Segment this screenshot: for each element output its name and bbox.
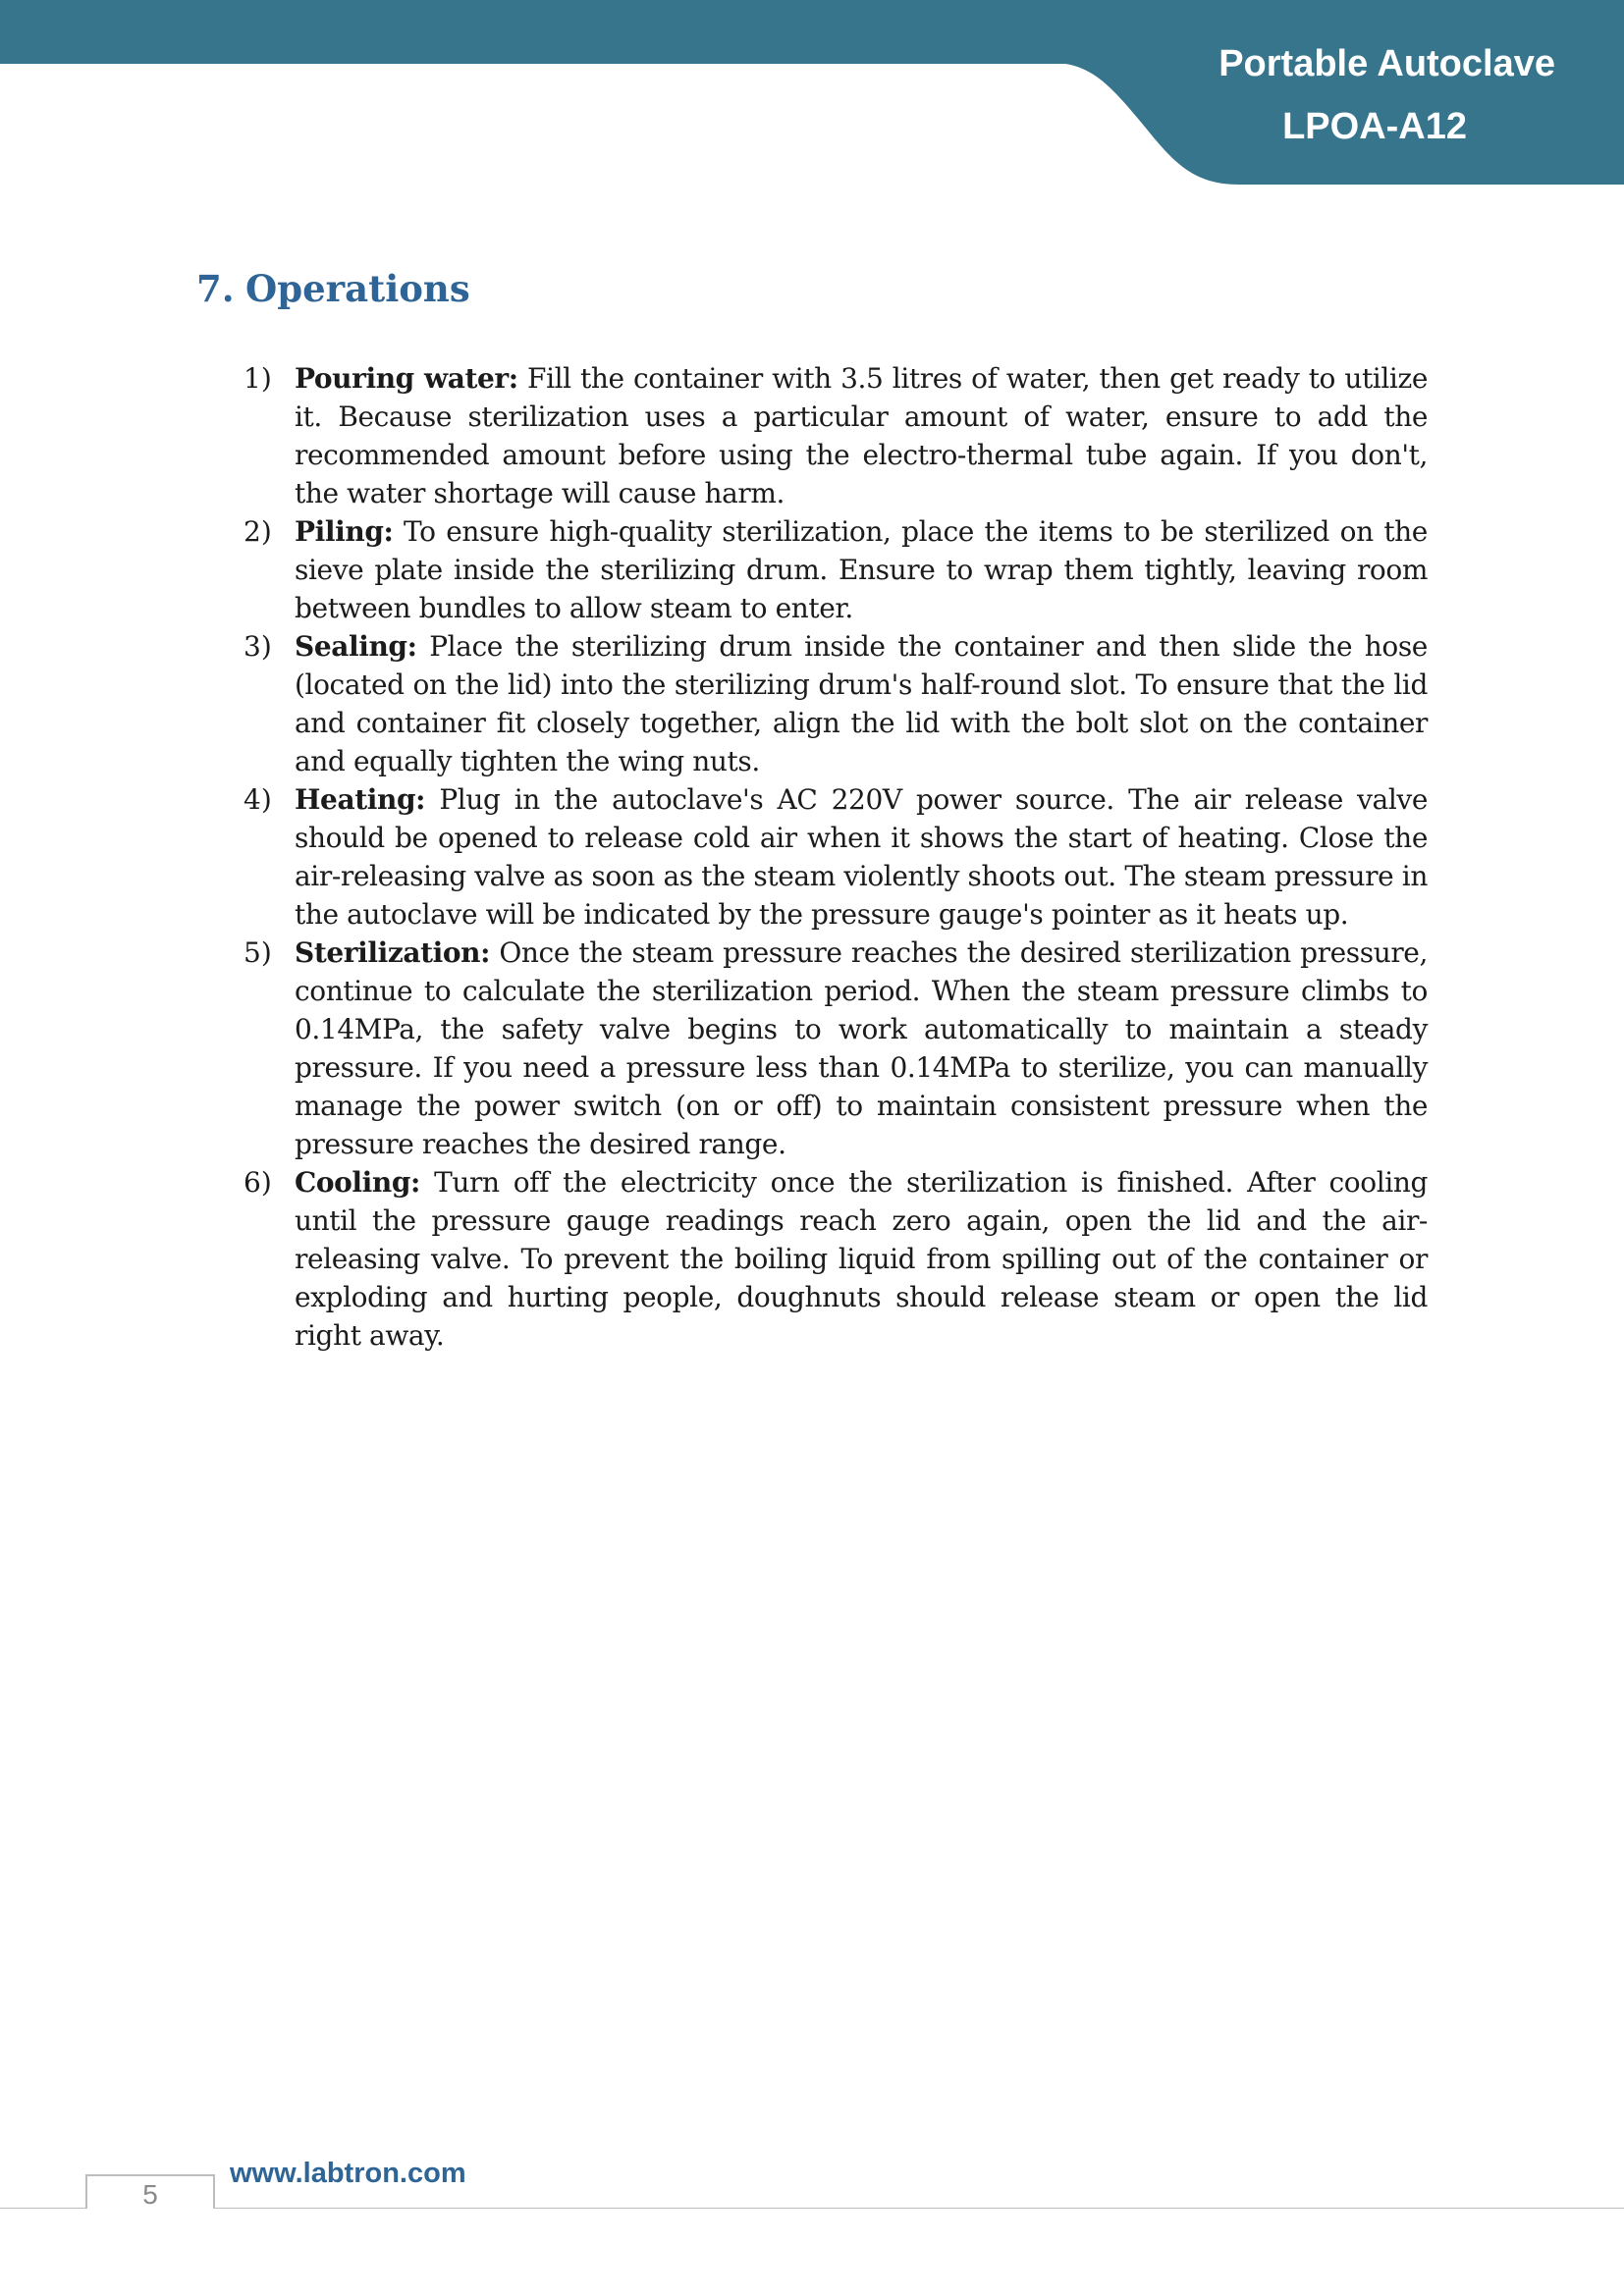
website-link[interactable]: www.labtron.com — [230, 2158, 466, 2189]
step-text: Fill the container with 3.5 litres of water, then get ready to utilize it. Because sterilization uses a particular amount of water, ensure to add the recommended amount before using the electro-thermal tube again. If you don't, the water shortage will cause harm. — [295, 362, 1428, 509]
model-name: LPOA-A12 — [1282, 106, 1467, 147]
section-title: Operations — [245, 267, 470, 310]
header-band — [0, 0, 1624, 196]
step-text: Place the sterilizing drum inside the container and then slide the hose (located on the lid) into the sterilizing drum's half-round slot. To ensure that the lid and container fit closely together, align the lid with the bolt slot on the container and equally tighten the wing nuts. — [295, 630, 1428, 777]
step-body — [295, 359, 1428, 512]
page-footer — [0, 2150, 1624, 2209]
section-heading — [196, 267, 470, 310]
step-text: Turn off the electricity once the sterilization is finished. After cooling until the pressure gauge readings reach zero again, open the lid and the air-releasing valve. To prevent the boiling liquid from spilling out of the container or exploding and hurting people, doughnuts should release steam or open the lid right away. — [295, 1166, 1428, 1352]
step-item — [244, 934, 1428, 1163]
step-label: Cooling: — [295, 1166, 420, 1199]
step-text: Once the steam pressure reaches the desired sterilization pressure, continue to calculate the sterilization period. When the steam pressure climbs to 0.14MPa, the safety valve begins to work automatically to maintain a steady pressure. If you need a pressure less than 0.14MPa to sterilize, you can manually manage the power switch (on or off) to maintain consistent pressure when the pressure reaches the desired range. — [295, 936, 1428, 1160]
step-item — [244, 627, 1428, 780]
section-number: 7. — [196, 267, 235, 310]
step-body — [295, 1163, 1428, 1355]
page-number: 5 — [142, 2179, 158, 2210]
step-label: Sterilization: — [295, 936, 491, 969]
step-item — [244, 1163, 1428, 1355]
step-number: 6) — [244, 1166, 272, 1199]
step-body — [295, 934, 1428, 1163]
step-item — [244, 359, 1428, 512]
product-name: Portable Autoclave — [1218, 43, 1555, 84]
step-body — [295, 512, 1428, 627]
step-number: 5) — [244, 936, 272, 969]
step-number: 1) — [244, 362, 272, 395]
step-item — [244, 512, 1428, 627]
step-number: 4) — [244, 783, 272, 816]
step-label: Piling: — [295, 515, 394, 548]
step-item — [244, 780, 1428, 934]
header-band-shape — [0, 0, 1624, 196]
step-number: 2) — [244, 515, 272, 548]
step-label: Sealing: — [295, 630, 417, 663]
step-label: Heating: — [295, 783, 426, 816]
step-body — [295, 780, 1428, 934]
operations-steps-list — [244, 359, 1428, 1355]
step-text: To ensure high-quality sterilization, place the items to be sterilized on the sieve plate inside the sterilizing drum. Ensure to wrap them tightly, leaving room between bundles to allow steam to enter. — [295, 515, 1428, 624]
step-text: Plug in the autoclave's AC 220V power source. The air release valve should be opened to release cold air when it shows the start of heating. Close the air-releasing valve as soon as the steam violently shoots out. The steam pressure in the autoclave will be indicated by the pressure gauge's pointer as it heats up. — [295, 783, 1428, 931]
step-body — [295, 627, 1428, 780]
step-number: 3) — [244, 630, 272, 663]
step-label: Pouring water: — [295, 362, 518, 395]
